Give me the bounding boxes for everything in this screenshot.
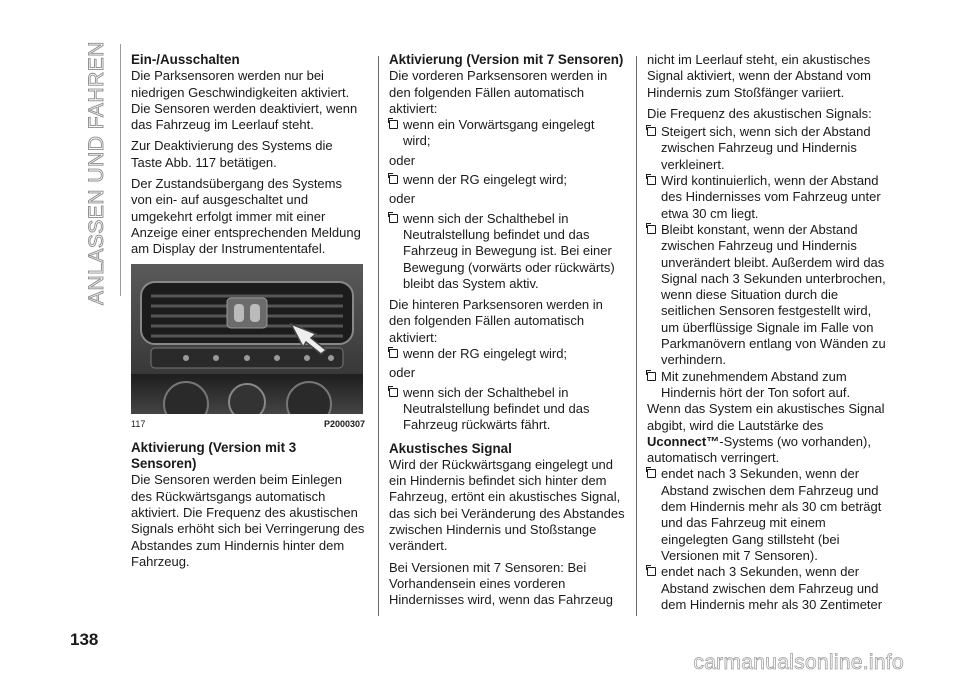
chapter-title: ANLASSEN UND FAHREN — [85, 41, 108, 305]
bullet-icon — [647, 225, 656, 234]
list-item: wenn der RG eingelegt wird; — [389, 346, 625, 362]
paragraph: Der Zustandsübergang des Systems von ein- auf ausgeschaltet und umgekehrt erfolgt immer mit einer Anzeige einer entsprechenden Meldung am Display der Instrumententafel. — [131, 176, 361, 257]
heading-aktivierung-7-sensoren: Aktivierung (Version mit 7 Sensoren) — [389, 52, 624, 67]
list-item: endet nach 3 Sekunden, wenn der Abstand zwischen dem Fahrzeug und dem Hindernis mehr als 30 Zentimeter — [647, 564, 887, 613]
list-item: wenn ein Vorwärtsgang eingelegt wird; — [389, 117, 625, 150]
side-divider — [120, 44, 121, 296]
column-divider-2 — [636, 56, 637, 616]
page-number: 138 — [70, 630, 99, 649]
bullet-icon — [389, 349, 398, 358]
list-item: wenn der RG eingelegt wird; — [389, 172, 625, 188]
brand-uconnect: Uconnect™ — [647, 433, 720, 449]
figure-117-dashboard-photo — [131, 264, 363, 414]
paragraph: Wird der Rückwärtsgang eingelegt und ein Hindernis befindet sich hinter dem Fahrzeug, ertönt ein akustisches Signal, das sich bei Veränderung des Abstandes zwischen Hindernis und Stoßstange verändert. — [389, 456, 625, 554]
paragraph: Bei Versionen mit 7 Sensoren: Bei Vorhandensein eines vorderen Hindernisses wird, wenn das Fahrzeug — [389, 559, 613, 608]
column-3 — [647, 52, 887, 613]
column-2 — [389, 52, 625, 614]
dashboard-illustration — [131, 264, 363, 414]
column-divider-1 — [378, 56, 379, 616]
bullet-icon — [647, 127, 656, 136]
bullet-icon — [647, 176, 656, 185]
paragraph: oder — [389, 365, 416, 381]
bullet-icon — [647, 372, 656, 381]
bullet-icon — [389, 120, 398, 129]
paragraph: Die Parksensoren werden nur bei niedrigen Geschwindigkeiten aktiviert. Die Sensoren werden deaktiviert, wenn das Fahrzeug im Leerlauf steht. — [131, 68, 358, 133]
list-item: endet nach 3 Sekunden, wenn der Abstand zwischen dem Fahrzeug und dem Hindernis mehr als 30 cm beträgt und das Fahrzeug mit einem eingelegten Gang stillsteht (bei Versionen mit 7 Sensoren). — [647, 466, 887, 564]
list-item: Mit zunehmendem Abstand zum Hindernis hört der Ton sofort auf. — [647, 369, 887, 402]
heading-aktivierung-3-sensoren: Aktivierung (Version mit 3 Sensoren) — [131, 439, 297, 472]
heading-akustisches-signal: Akustisches Signal — [389, 440, 512, 456]
list-item: Steigert sich, wenn sich der Abstand zwischen Fahrzeug und Hindernis verkleinert. — [647, 124, 887, 173]
paragraph: Die Frequenz des akustischen Signals: — [647, 105, 872, 121]
paragraph: Die vorderen Parksensoren werden in den folgenden Fällen automatisch aktiviert: — [389, 68, 608, 116]
paragraph: Die hinteren Parksensoren werden in den folgenden Fällen automatisch aktiviert: — [389, 297, 603, 345]
paragraph: Wenn das System ein akustisches Signal abgibt, wird die Lautstärke des Uconnect™-Systems (wo vorhanden), automatisch verringert. — [647, 401, 885, 466]
figure-number: 117 — [131, 418, 146, 429]
bullet-icon — [389, 175, 398, 184]
list-item: Wird kontinuierlich, wenn der Abstand des Hindernisses vom Fahrzeug unter etwa 30 cm liegt. — [647, 173, 887, 222]
paragraph: Die Sensoren werden beim Einlegen des Rückwärtsgangs automatisch aktiviert. Die Frequenz des akustischen Signals erhöht sich bei Verringerung des Abstandes zum Hindernis hinter dem Fahrzeug. — [131, 472, 365, 569]
paragraph: Zur Deaktivierung des Systems die Taste Abb. 117 betätigen. — [131, 138, 333, 170]
figure-code: P2000307 — [323, 418, 365, 429]
bullet-icon — [389, 388, 398, 397]
list-item: wenn sich der Schalthebel in Neutralstellung befindet und das Fahrzeug in Bewegung ist. Bei einer Bewegung (vorwärts oder rückwärts) bleibt das System aktiv. — [389, 211, 625, 292]
list-item: Bleibt konstant, wenn der Abstand zwischen Fahrzeug und Hindernis unverändert bleibt. Außerdem wird das Signal nach 3 Sekunden unterbrochen, wenn diese Situation durch die seitlichen Sensoren festgestellt wird, um überflüssige Signale im Falle von Parkmanövern entlang von Wänden zu verhindern. — [647, 222, 887, 369]
heading-ein-ausschalten: Ein-/Ausschalten — [131, 52, 240, 67]
bullet-icon — [647, 469, 656, 478]
paragraph: oder — [389, 152, 416, 168]
column-1 — [131, 52, 365, 575]
bullet-icon — [647, 567, 656, 576]
watermark: carmanualsonline.info — [693, 651, 904, 674]
paragraph: nicht im Leerlauf steht, ein akustisches Signal aktiviert, wenn der Abstand vom Hindernis zum Stoßfänger variiert. — [647, 52, 872, 100]
list-item: wenn sich der Schalthebel in Neutralstellung befindet und das Fahrzeug rückwärts fährt. — [389, 385, 625, 434]
bullet-icon — [389, 214, 398, 223]
paragraph: oder — [389, 191, 416, 207]
chapter-side-tab — [80, 42, 114, 304]
figure-caption — [131, 416, 365, 432]
